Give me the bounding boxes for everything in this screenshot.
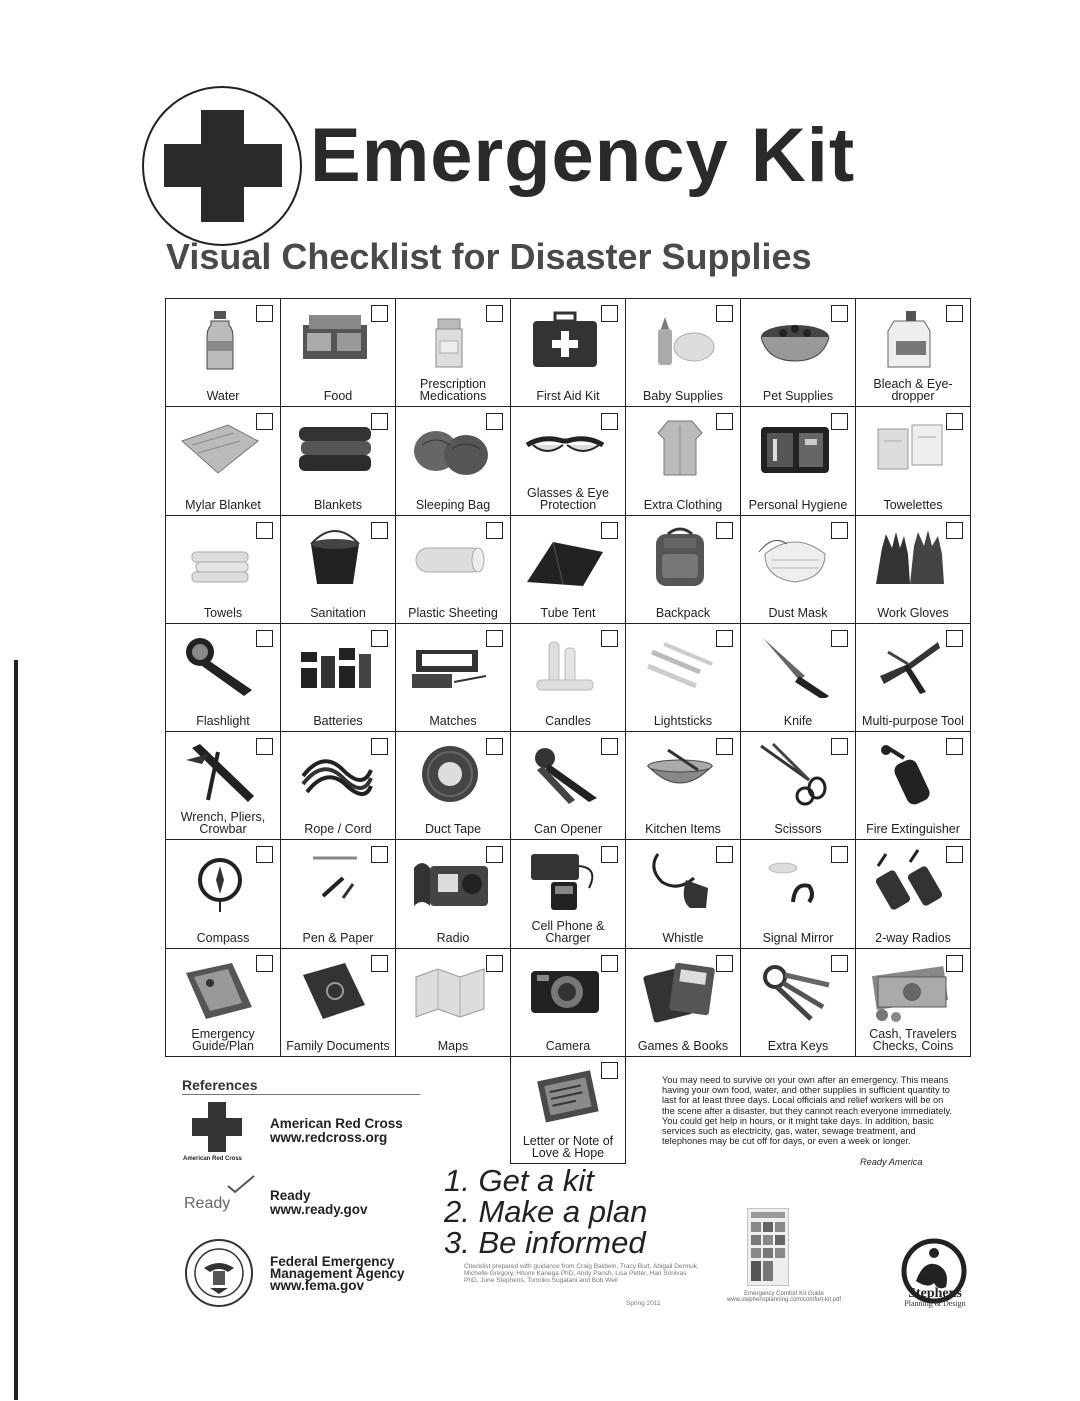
checkmark-icon (226, 1174, 256, 1194)
item-label: Towelettes (883, 497, 943, 512)
stephens-name: Stephens (908, 1286, 962, 1301)
stephens-subtitle: Planning & Design (904, 1299, 966, 1308)
checklist-item (281, 840, 396, 948)
checklist-item (856, 732, 971, 840)
baby-bottle-icon (638, 307, 722, 373)
first-aid-kit-icon (523, 307, 607, 373)
step-3: 3. Be informed (444, 1225, 646, 1260)
checklist-item (741, 732, 856, 840)
item-label: Family Documents (286, 1039, 390, 1054)
checklist-item (626, 407, 741, 515)
keys-icon (753, 957, 837, 1023)
fire-extinguisher-icon (868, 740, 952, 806)
passport-icon (293, 957, 377, 1023)
item-label: Glasses & Eye Protection (527, 485, 609, 512)
item-label: Blankets (314, 497, 362, 512)
item-label: Pet Supplies (762, 389, 834, 404)
item-label: Games & Books (637, 1039, 729, 1054)
item-label: Duct Tape (424, 822, 482, 837)
guide-caption-line1: Emergency Comfort Kit Guide (744, 1291, 824, 1297)
checklist-item (511, 840, 626, 948)
item-label: Signal Mirror (762, 930, 834, 945)
red-cross-url[interactable]: www.redcross.org (270, 1130, 388, 1145)
item-label: Lightsticks (653, 714, 713, 729)
item-label: Whistle (662, 930, 704, 945)
food-icon (293, 307, 377, 373)
bucket-icon (293, 524, 377, 590)
camera-icon (523, 957, 607, 1023)
item-label: Maps (437, 1039, 469, 1054)
checklist-item (166, 516, 281, 624)
item-label: Compass (196, 930, 250, 945)
checklist-item (856, 840, 971, 948)
fema-name-line2: Management Agency (270, 1266, 405, 1281)
checklist-item (166, 732, 281, 840)
ready-url[interactable]: www.ready.gov (270, 1202, 368, 1217)
blankets-icon (293, 415, 377, 481)
guide-caption-line2[interactable]: www.stephensplanning.com/comfort-kit.pdf (726, 1297, 842, 1303)
item-label: Cell Phone & Charger (531, 918, 605, 945)
checklist-item (626, 732, 741, 840)
page-title: Emergency Kit (310, 113, 856, 198)
item-label: Multi-purpose Tool (862, 714, 964, 729)
item-label: Matches (429, 714, 477, 729)
water-bottle-icon (178, 307, 262, 373)
item-label: Camera (545, 1039, 591, 1054)
checklist-item (396, 732, 511, 840)
checklist-item (281, 624, 396, 732)
guide-thumbnail-icon (747, 1208, 789, 1286)
item-label: Extra Keys (767, 1039, 829, 1054)
scissors-icon (753, 740, 837, 806)
item-label: First Aid Kit (536, 389, 600, 404)
checklist-item (511, 624, 626, 732)
fema-url[interactable]: www.fema.gov (270, 1278, 365, 1293)
item-label: Baby Supplies (643, 389, 723, 404)
checklist-item (166, 949, 281, 1057)
checklist-item (396, 949, 511, 1057)
item-label: Batteries (313, 714, 363, 729)
playing-cards-icon (638, 957, 722, 1023)
red-cross-name: American Red Cross (270, 1116, 403, 1131)
dust-mask-icon (753, 524, 837, 590)
item-label: Cash, Travelers Checks, Coins (869, 1027, 957, 1054)
checklist-item (741, 516, 856, 624)
checklist-item (856, 624, 971, 732)
bleach-icon (868, 307, 952, 373)
signal-mirror-icon (753, 848, 837, 914)
item-label: Letter or Note of Love & Hope (522, 1134, 614, 1160)
tent-icon (523, 524, 607, 590)
item-label: 2-way Radios (875, 930, 951, 945)
ready-logo: Ready (184, 1195, 231, 1212)
page-edge-line (14, 660, 18, 1400)
compass-icon (178, 848, 262, 914)
medication-icon (408, 307, 492, 373)
item-label: Backpack (655, 605, 711, 620)
checklist-item (626, 840, 741, 948)
red-cross-ref-logo (190, 1100, 244, 1156)
knife-icon (753, 632, 837, 698)
page-subtitle: Visual Checklist for Disaster Supplies (166, 236, 812, 277)
checklist-item (396, 516, 511, 624)
checklist-item (281, 299, 396, 407)
walkie-talkie-icon (868, 848, 952, 914)
checklist-grid (165, 298, 971, 1057)
checklist-item (856, 949, 971, 1057)
credits-text: Checklist prepared with guidance from Craig Baldwin, Tracy Burt, Abigail Dermuk, Michelle Gregory, Hitomi Kanega PhD, Andy Parish, Lisa Petter, Hari Srinivas PhD, June Stephens, Tomoko Sugatani and Bob Weil (464, 1263, 699, 1284)
checklist-item (856, 516, 971, 624)
checklist-item (741, 624, 856, 732)
red-cross-logo-caption: American Red Cross (183, 1156, 243, 1162)
fema-name-line1: Federal Emergency (270, 1254, 395, 1269)
item-label: Kitchen Items (645, 822, 721, 837)
flashlight-icon (178, 632, 262, 698)
checklist-item (626, 299, 741, 407)
pet-bowl-icon (753, 307, 837, 373)
backpack-icon (638, 524, 722, 590)
lightsticks-icon (638, 632, 722, 698)
cell-phone-icon (523, 848, 607, 914)
gloves-icon (868, 524, 952, 590)
clothing-icon (638, 415, 722, 481)
item-label: Sanitation (310, 605, 366, 620)
item-label: Candles (545, 714, 591, 729)
item-label: Tube Tent (540, 605, 596, 620)
checklist-item (166, 299, 281, 407)
item-label: Bleach & Eye-dropper (873, 377, 953, 404)
checklist-item (626, 516, 741, 624)
item-label: Can Opener (533, 822, 603, 837)
checklist-item (741, 299, 856, 407)
item-label: Dust Mask (768, 605, 828, 620)
towels-icon (178, 524, 262, 590)
checklist-item (166, 407, 281, 515)
checklist-item (281, 407, 396, 515)
red-cross-logo (142, 86, 302, 246)
survival-paragraph: You may need to survive on your own after an emergency. This means having your own food, water, and other supplies in sufficient quantity to last for at least three days. Local officials and relief workers will be on the scene after a disaster, but they cannot reach everyone immediately. You could get help in hours, or it might take days. In addition, basic services such as electricity, gas, water, sewage treatment, and telephones may be cut off for days, or even a week or longer. (662, 1075, 952, 1147)
checklist-item (741, 840, 856, 948)
credits-date: Spring 2011 (626, 1300, 661, 1307)
item-label: Knife (783, 714, 813, 729)
item-label: Fire Extinguisher (866, 822, 960, 837)
wrench-icon (178, 740, 262, 806)
checklist-item (856, 299, 971, 407)
item-label: Emergency Guide/Plan (191, 1027, 255, 1054)
ready-name: Ready (270, 1188, 311, 1203)
radio-icon (408, 848, 492, 914)
item-label: Prescription Medications (419, 377, 487, 404)
checklist-item (396, 840, 511, 948)
goggles-icon (523, 415, 607, 481)
rope-icon (293, 740, 377, 806)
checklist-item-extra (510, 1056, 626, 1164)
duct-tape-icon (408, 740, 492, 806)
cash-icon (868, 957, 952, 1023)
hygiene-kit-icon (753, 415, 837, 481)
checklist-item (626, 624, 741, 732)
checklist-item (511, 299, 626, 407)
checklist-item (396, 624, 511, 732)
candles-icon (523, 632, 607, 698)
kitchen-bowl-icon (638, 740, 722, 806)
references-title: References (182, 1077, 258, 1093)
checklist-item (511, 516, 626, 624)
stephens-logo-icon (894, 1216, 974, 1328)
checklist-item (166, 624, 281, 732)
item-label: Extra Clothing (643, 497, 723, 512)
fema-seal-icon (184, 1238, 254, 1308)
checklist-item (626, 949, 741, 1057)
checklist-item (741, 407, 856, 515)
can-opener-icon (523, 740, 607, 806)
item-label: Food (323, 389, 353, 404)
item-label: Work Gloves (877, 605, 949, 620)
checklist-item (856, 407, 971, 515)
checklist-item (281, 732, 396, 840)
item-label: Scissors (774, 822, 822, 837)
paragraph-source: Ready America (860, 1157, 923, 1167)
item-label: Pen & Paper (302, 930, 374, 945)
item-label: Water (206, 389, 240, 404)
batteries-icon (293, 632, 377, 698)
references-divider (182, 1094, 420, 1095)
item-label: Towels (203, 605, 243, 620)
plastic-roll-icon (408, 524, 492, 590)
guide-icon (178, 957, 262, 1023)
checklist-item (281, 949, 396, 1057)
item-label: Rope / Cord (304, 822, 372, 837)
steps-list (444, 1165, 647, 1258)
item-label: Radio (436, 930, 470, 945)
checklist-item (396, 299, 511, 407)
pen-icon (293, 848, 377, 914)
guide-caption (704, 1291, 864, 1303)
item-label: Plastic Sheeting (408, 605, 498, 620)
item-label: Mylar Blanket (185, 497, 261, 512)
step-1: 1. Get a kit (444, 1163, 594, 1198)
checklist-item (511, 732, 626, 840)
checklist-item (396, 407, 511, 515)
step-2: 2. Make a plan (444, 1194, 648, 1229)
item-label: Flashlight (196, 714, 250, 729)
checklist-item (511, 407, 626, 515)
item-label: Sleeping Bag (415, 497, 491, 512)
sleeping-bag-icon (408, 415, 492, 481)
matches-icon (408, 632, 492, 698)
item-label: Personal Hygiene (748, 497, 848, 512)
checklist-item (281, 516, 396, 624)
item-label: Wrench, Pliers, Crowbar (180, 810, 266, 837)
mylar-blanket-icon (178, 415, 262, 481)
letter-icon (523, 1064, 607, 1130)
towelettes-icon (868, 415, 952, 481)
map-icon (408, 957, 492, 1023)
checklist-item (741, 949, 856, 1057)
checklist-item (511, 949, 626, 1057)
multitool-icon (868, 632, 952, 698)
whistle-icon (638, 848, 722, 914)
checklist-item (166, 840, 281, 948)
